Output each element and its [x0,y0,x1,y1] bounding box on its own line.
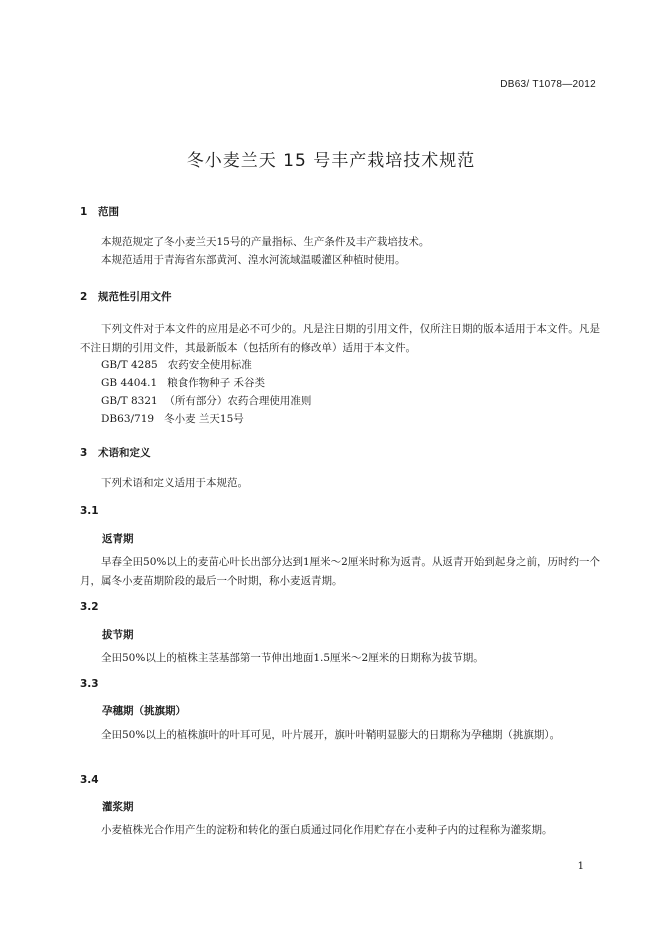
section-number: 2 [80,291,88,303]
reference-item: DB63/719 冬小麦 兰天15号 [101,413,244,425]
reference-item: GB/T 4285 农药安全使用标准 [101,359,252,371]
section-title: 规范性引用文件 [98,291,172,303]
paragraph: 本规范适用于青海省东部黄河、湟水河流域温暖灌区种植时使用。 [101,254,406,266]
paragraph: 下列术语和定义适用于本规范。 [101,477,248,489]
section-1-heading [80,204,119,219]
document-title: 冬小麦兰天 15 号丰产栽培技术规范 [186,151,476,171]
section-title: 范围 [98,206,119,218]
paragraph: 本规范规定了冬小麦兰天15号的产量指标、生产条件及丰产栽培技术。 [101,236,430,248]
section-number: 1 [80,206,88,218]
term-number: 3.3 [80,678,99,690]
reference-item: GB/T 8321 （所有部分）农药合理使用准则 [101,395,312,407]
term-number: 3.1 [80,505,99,517]
term-title: 拔节期 [102,629,134,641]
standard-code: DB63/ T1078—2012 [500,79,596,90]
paragraph: 下列文件对于本文件的应用是必不可少的。凡是注日期的引用文件，仅所注日期的版本适用于本文件。凡是不注日期的引用文件，其最新版本（包括所有的修改单）适用于本文件。 [80,323,600,354]
term-title: 灌浆期 [102,801,134,813]
term-title: 孕穗期（挑旗期） [102,705,186,717]
page-number: 1 [577,861,584,872]
term-title: 返青期 [102,533,134,545]
reference-item: GB 4404.1 粮食作物种子 禾谷类 [101,377,266,389]
term-definition: 早春全田50%以上的麦苗心叶长出部分达到1厘米～2厘米时称为返青。从返青开始到起身之前，历时约一个月，属冬小麦苗期阶段的最后一个时期，称小麦返青期。 [80,556,600,587]
term-number: 3.4 [80,774,99,786]
section-number: 3 [80,447,88,459]
term-number: 3.2 [80,601,99,613]
section-3-heading [80,445,151,460]
term-definition: 全田50%以上的植株旗叶的叶耳可见，叶片展开，旗叶叶鞘明显膨大的日期称为孕穗期（挑旗期）。 [101,729,561,741]
section-2-heading [80,289,172,304]
section-title: 术语和定义 [98,447,151,459]
term-definition: 小麦植株光合作用产生的淀粉和转化的蛋白质通过同化作用贮存在小麦种子内的过程称为灌浆期。 [101,824,553,836]
term-definition: 全田50%以上的植株主茎基部第一节伸出地面1.5厘米～2厘米的日期称为拔节期。 [101,652,484,664]
